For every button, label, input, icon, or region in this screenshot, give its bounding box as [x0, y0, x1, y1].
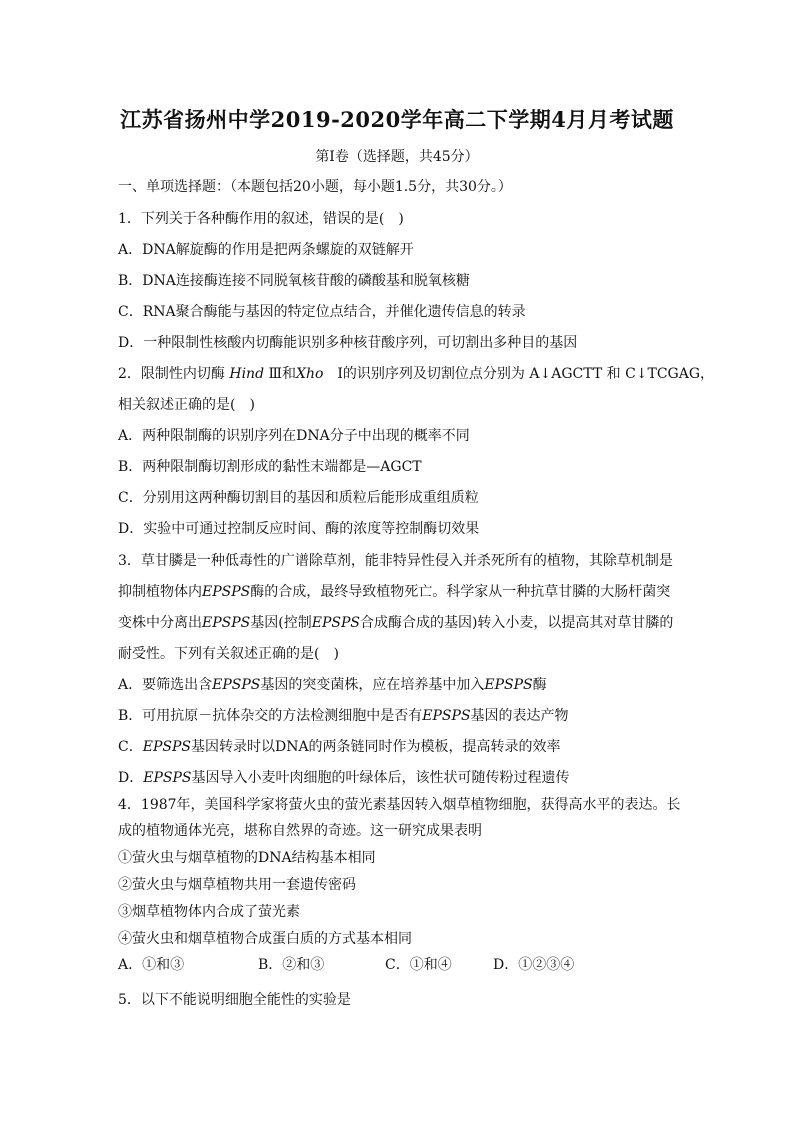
gene-name: EPSPS: [143, 770, 192, 786]
q3-text: 基因的突变菌株，应在培养基中加入: [260, 677, 485, 693]
q2-option-a: A．两种限制酶的识别序列在DNA分子中出现的概率不同: [118, 428, 470, 444]
q2-option-c: C．分别用这两种酶切割目的基因和质粒后能形成重组质粒: [118, 490, 479, 506]
q3-option-b: [118, 707, 569, 725]
gene-name: EPSPS: [484, 677, 533, 693]
q4-option-b: B．②和③: [258, 957, 325, 973]
q3-text: B．可用抗原－抗体杂交的方法检测细胞中是否有: [118, 708, 423, 724]
q2-stem-mid1: Ⅲ和: [264, 366, 296, 382]
q3-stem-line4: 耐受性。下列有关叙述正确的是( ): [118, 646, 339, 662]
q3-text: 酶: [532, 677, 547, 693]
q3-text: 基因导入小麦叶肉细胞的叶绿体后，该性状可随传粉过程遗传: [191, 770, 570, 786]
q2-stem-pre: 2．限制性内切酶: [118, 366, 230, 382]
q2-stem: [118, 365, 714, 383]
q3-text: 基因转录时以DNA的两条链同时作为模板，提高转录的效率: [190, 739, 561, 755]
q3-text: A．要筛选出含: [118, 677, 213, 693]
q3-text: 抑制植物体内: [118, 584, 202, 600]
section-heading: 一、单项选择题：（本题包括20小题，每小题1.5分，共30分。）: [118, 179, 512, 195]
q2-option-b: B．两种限制酶切割形成的黏性末端都是—AGCT: [118, 459, 422, 475]
q1-option-d: D．一种限制性核酸内切酶能识别多种核苷酸序列，可切割出多种目的基因: [118, 335, 578, 351]
q3-text: 酶的合成，最终导致植物死亡。科学家从一种抗草甘膦的大肠杆菌突: [250, 584, 671, 600]
q3-text: 变株中分离出: [118, 615, 202, 631]
q3-option-c: [118, 738, 561, 756]
q3-text: 基因的表达产物: [470, 708, 569, 724]
gene-name: EPSPS: [202, 615, 251, 631]
page-title: 江苏省扬州中学2019-2020学年高二下学期4月月考试题: [120, 107, 674, 132]
q4-option-d: D．①②③④: [493, 957, 575, 973]
q3-text: 基因(控制: [250, 615, 312, 631]
q4-statement-3: ③烟草植物体内合成了萤光素: [118, 904, 300, 920]
q3-stem-line2: [118, 583, 670, 601]
q5-stem: 5．以下不能说明细胞全能性的实验是: [118, 992, 351, 1008]
q3-option-d: [118, 769, 569, 787]
q4-option-c: C．①和④: [385, 957, 452, 973]
q2-enzyme-hind: Hind: [229, 366, 265, 382]
q4-statement-2: ②萤火虫与烟草植物共用一套遗传密码: [118, 877, 356, 893]
q4-statement-1: ①萤火虫与烟草植物的DNA结构基本相同: [118, 850, 376, 866]
q4-option-a: A．①和③: [118, 957, 185, 973]
q3-stem-line3: [118, 614, 673, 632]
gene-name: EPSPS: [212, 677, 261, 693]
paper-part-heading: 第Ⅰ卷（选择题，共45分）: [315, 149, 479, 165]
q1-option-a: A．DNA解旋酶的作用是把两条螺旋的双链解开: [118, 242, 414, 258]
q2-stem-line2: 相关叙述正确的是( ): [118, 397, 255, 413]
q4-statement-4: ④萤火虫和烟草植物合成蛋白质的方式基本相同: [118, 931, 412, 947]
q2-option-d: D．实验中可通过控制反应时间、酶的浓度等控制酶切效果: [118, 521, 480, 537]
gene-name: EPSPS: [202, 584, 251, 600]
q4-stem-line2: 成的植物通体光亮，堪称自然界的奇迹。这一研究成果表明: [118, 823, 482, 839]
q4-stem-line1: 4．1987年，美国科学家将萤火虫的萤光素基因转入烟草植物细胞，获得高水平的表达。长: [118, 797, 681, 813]
q1-option-b: B．DNA连接酶连接不同脱氧核苷酸的磷酸基和脱氧核糖: [118, 273, 470, 289]
q3-stem-line1: 3．草甘膦是一种低毒性的广谱除草剂，能非特异性侵入并杀死所有的植物，其除草机制是: [118, 553, 673, 569]
q2-enzyme-xho: Xho: [295, 366, 324, 382]
q1-stem: 1．下列关于各种酶作用的叙述，错误的是( ): [118, 211, 404, 227]
q3-option-a: [118, 676, 547, 694]
q3-text: C．: [118, 739, 143, 755]
gene-name: EPSPS: [311, 615, 360, 631]
gene-name: EPSPS: [142, 739, 191, 755]
q2-stem-mid2: Ⅰ的识别序列及切割位点分别为 A↓AGCTT 和 C↓TCGAG，: [323, 366, 715, 382]
q1-option-c: C．RNA聚合酶能与基因的特定位点结合，并催化遗传信息的转录: [118, 304, 526, 320]
q3-text: 合成酶合成的基因)转入小麦，以提高其对草甘膦的: [359, 615, 674, 631]
q3-text: D．: [118, 770, 144, 786]
gene-name: EPSPS: [422, 708, 471, 724]
